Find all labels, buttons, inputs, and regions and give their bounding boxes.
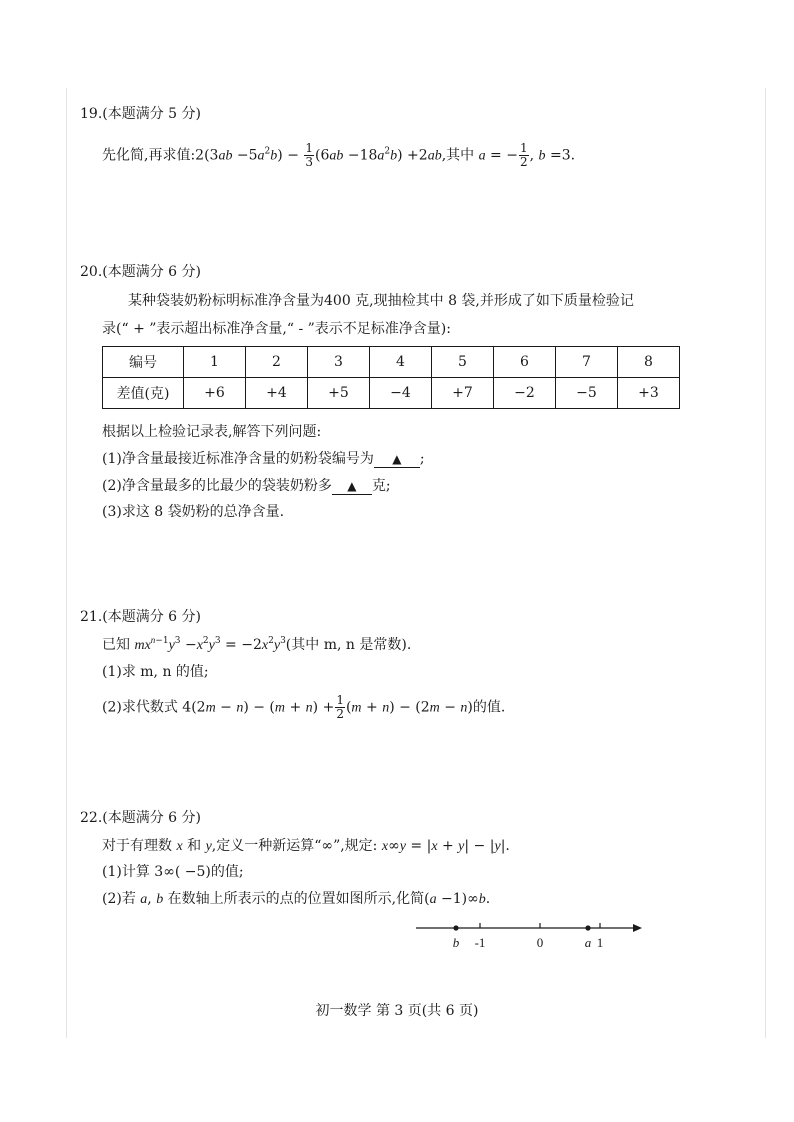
q20-answer-blank1[interactable]: ▲ [374, 451, 420, 468]
table-cell: +4 [246, 378, 308, 409]
q22-part2: (2)若 a, b 在数轴上所表示的点的位置如图所示,化简(a −1)∞b. [102, 891, 491, 907]
number-line-label: -1 [474, 935, 486, 950]
q19-b-value: =3. [549, 147, 576, 164]
q22-part1: (1)计算 3∞( −5)的值; [102, 864, 244, 880]
number-line-label: b [452, 935, 460, 950]
q21-given: 已知 $mx^{n-1}y^3 -x^2y^3 = -2x^2y^3$(其中 m, n 是常数). [102, 635, 412, 653]
number-line-label: 1 [596, 935, 604, 950]
number-line-arrow-icon [633, 924, 642, 932]
q19-fraction-third: $\frac{1}{3}$ [305, 141, 314, 169]
table-cell: 7 [556, 347, 618, 378]
q20-heading: 20.(本题满分 6 分) [80, 264, 201, 280]
q21-heading: 21.(本题满分 6 分) [80, 609, 201, 625]
table-cell: −2 [494, 378, 556, 409]
q22-definition: 对于有理数 x 和 y,定义一种新运算“∞”,规定: x∞y = |x + y| − |y|. [102, 838, 510, 854]
q20-part3: (3)求这 8 袋奶粉的总净含量. [102, 504, 285, 520]
table-header-number: 编号 [103, 347, 184, 378]
q19-expr-start: 2(3 [195, 147, 219, 164]
q19-fraction-half: $\frac{1}{2}$ [519, 141, 528, 169]
q19-expression: 先化简,再求值:2(3ab $-5a^2b$) − $\frac{1}{3}$ $(6ab -18a^2b) +2ab$,其中 a = − $\frac{1}{2}$ , b =3. [102, 141, 576, 169]
q20-intro-line2: 录(“ + ”表示超出标准净含量,“ - ”表示不足标准净含量): [102, 321, 451, 337]
q20-lead: 根据以上检验记录表,解答下列问题: [102, 424, 322, 440]
table-cell: 1 [184, 347, 246, 378]
table-cell: −5 [556, 378, 618, 409]
q22-heading: 22.(本题满分 6 分) [80, 810, 201, 826]
table-row-number [103, 347, 680, 378]
number-line-label: a [584, 935, 592, 950]
q21-part2: (2)求代数式 4(2m − n) − (m + n) + $\frac{1}{2}$ (m + n) − (2m − n)的值. [102, 693, 506, 721]
quality-table [102, 346, 680, 409]
table-header-difference: 差值(克) [103, 378, 184, 409]
table-cell: +7 [432, 378, 494, 409]
q20-part1: (1)净含量最接近标准净含量的奶粉袋编号为 ▲ ; [102, 451, 425, 467]
table-cell: 5 [432, 347, 494, 378]
number-line-label: 0 [536, 935, 544, 950]
q21-fraction-half: $\frac{1}{2}$ [336, 693, 344, 721]
table-cell: 6 [494, 347, 556, 378]
q19-prefix: 先化简,再求值: [102, 147, 196, 164]
table-cell: 8 [618, 347, 680, 378]
left-margin-line [66, 88, 67, 1038]
table-cell: 2 [246, 347, 308, 378]
q19-heading: 19.(本题满分 5 分) [80, 106, 201, 122]
number-line-point-a [585, 925, 590, 930]
number-line [410, 914, 650, 954]
q20-intro-line1: 某种袋装奶粉标明标准净含量为400 克,现抽检其中 8 袋,并形成了如下质量检验记 [128, 293, 634, 309]
table-row-difference [103, 378, 680, 409]
right-margin-line [765, 88, 766, 1038]
table-cell: +5 [308, 378, 370, 409]
number-line-point-b [453, 925, 458, 930]
table-cell: 3 [308, 347, 370, 378]
table-cell: +3 [618, 378, 680, 409]
page-footer: 初一数学 第 3 页(共 6 页) [315, 1003, 479, 1019]
q20-part2: (2)净含量最多的比最少的袋装奶粉多 ▲ 克; [102, 478, 391, 494]
q19-condition: ,其中 [441, 147, 475, 164]
q21-part1: (1)求 m, n 的值; [102, 664, 209, 680]
table-cell: +6 [184, 378, 246, 409]
table-cell: 4 [370, 347, 432, 378]
q20-answer-blank2[interactable]: ▲ [332, 478, 372, 495]
table-cell: −4 [370, 378, 432, 409]
